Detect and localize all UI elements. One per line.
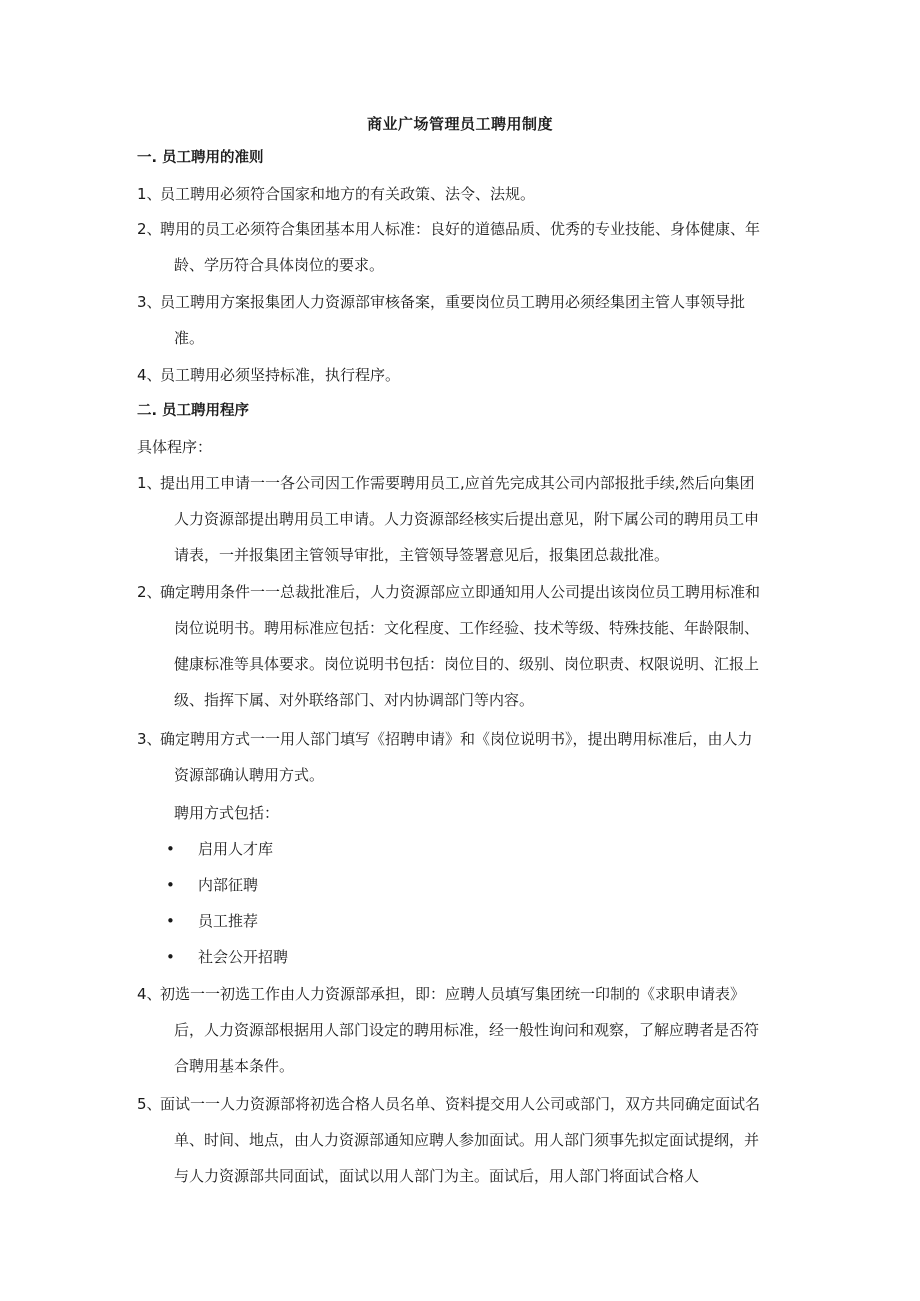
s2-item-5-line-2: 单、时间、地点，由人力资源部通知应聘人参加面试。用人部门须事先拟定面试提纲，并	[174, 1131, 760, 1149]
s1-item-2-num: 2、	[137, 220, 162, 238]
s2-item-2-num: 2、	[137, 583, 162, 601]
bullet-icon: •	[166, 912, 175, 930]
s2-item-5-line-3: 与人力资源部共同面试，面试以用人部门为主。面试后，用人部门将面试合格人	[174, 1167, 700, 1185]
s1-item-4-line-1: 员工聘用必须坚持标准，执行程序。	[160, 366, 401, 384]
s1-item-1-num: 1、	[137, 185, 162, 203]
section-1-heading: 一. 员工聘用的准则	[137, 150, 264, 166]
s2-item-4-line-1: 初选一一初选工作由人力资源部承担，即：应聘人员填写集团统一印制的《求职申请表》	[160, 985, 746, 1003]
s2-item-4-line-2: 后，人力资源部根据用人部门设定的聘用标准，经一般性询问和观察，了解应聘者是否符	[174, 1021, 760, 1039]
s1-item-2	[137, 211, 787, 283]
method-item	[166, 875, 258, 895]
method-item-label: 社会公开招聘	[198, 948, 289, 966]
s2-item-1-line-3: 请表，一并报集团主管领导审批，主管领导签署意见后，报集团总裁批准。	[174, 546, 670, 564]
s2-item-1-num: 1、	[137, 474, 162, 492]
s2-item-5	[137, 1086, 787, 1194]
s2-item-1-line-1: 提出用工申请一一各公司因工作需要聘用员工,应首先完成其公司内部报批手续,然后向集团	[160, 474, 755, 492]
s1-item-2-line-1: 聘用的员工必须符合集团基本用人标准：良好的道德品质、优秀的专业技能、身体健康、年	[160, 220, 761, 238]
s1-item-1-line-1: 员工聘用必须符合国家和地方的有关政策、法令、法规。	[160, 185, 536, 203]
s1-item-1	[137, 176, 787, 212]
s2-item-5-line-1: 面试一一人力资源部将初选合格人员名单、资料提交用人公司或部门，双方共同确定面试名	[160, 1095, 761, 1113]
s2-item-2-line-1: 确定聘用条件一一总裁批准后，人力资源部应立即通知用人公司提出该岗位员工聘用标准和	[160, 583, 761, 601]
methods-label: 聘用方式包括：	[174, 804, 280, 822]
s1-item-4-num: 4、	[137, 366, 162, 384]
s2-item-1	[137, 465, 787, 573]
s2-item-2-line-3: 健康标准等具体要求。岗位说明书包括：岗位目的、级别、岗位职责、权限说明、汇报上	[174, 655, 760, 673]
s1-item-3	[137, 284, 787, 356]
method-item-label: 启用人才库	[198, 840, 274, 858]
section-2-heading: 二. 员工聘用程序	[137, 403, 250, 419]
s2-item-4	[137, 976, 787, 1084]
s2-item-2-line-4: 级、指挥下属、对外联络部门、对内协调部门等内容。	[174, 691, 535, 709]
s1-item-2-line-2: 龄、学历符合具体岗位的要求。	[174, 256, 385, 274]
method-item	[166, 911, 258, 931]
s2-item-3	[137, 721, 787, 793]
section-2-intro: 具体程序：	[137, 438, 213, 456]
method-item-label: 内部征聘	[198, 876, 259, 894]
s2-item-3-num: 3、	[137, 730, 162, 748]
method-item-label: 员工推荐	[198, 912, 259, 930]
document-title: 商业广场管理员工聘用制度	[366, 115, 553, 133]
bullet-icon: •	[166, 876, 175, 894]
s2-item-5-num: 5、	[137, 1095, 162, 1113]
s1-item-3-num: 3、	[137, 293, 162, 311]
method-item	[166, 839, 273, 859]
s2-item-2	[137, 574, 787, 718]
bullet-icon: •	[166, 948, 175, 966]
s2-item-3-line-2: 资源部确认聘用方式。	[174, 766, 325, 784]
bullet-icon: •	[166, 840, 175, 858]
method-item	[166, 947, 288, 967]
s2-item-3-line-1: 确定聘用方式一一用人部门填写《招聘申请》和《岗位说明书》，提出聘用标准后，由人力	[160, 730, 753, 748]
s2-item-2-line-2: 岗位说明书。聘用标准应包括：文化程度、工作经验、技术等级、特殊技能、年龄限制、	[174, 619, 760, 637]
s1-item-3-line-1: 员工聘用方案报集团人力资源部审核备案，重要岗位员工聘用必须经集团主管人事领导批	[160, 293, 746, 311]
s1-item-3-line-2: 准。	[174, 329, 205, 347]
s2-item-4-num: 4、	[137, 985, 162, 1003]
s1-item-4	[137, 357, 787, 393]
s2-item-1-line-2: 人力资源部提出聘用员工申请。人力资源部经核实后提出意见，附下属公司的聘用员工申	[174, 510, 760, 528]
s2-item-4-line-3: 合聘用基本条件。	[174, 1057, 295, 1075]
